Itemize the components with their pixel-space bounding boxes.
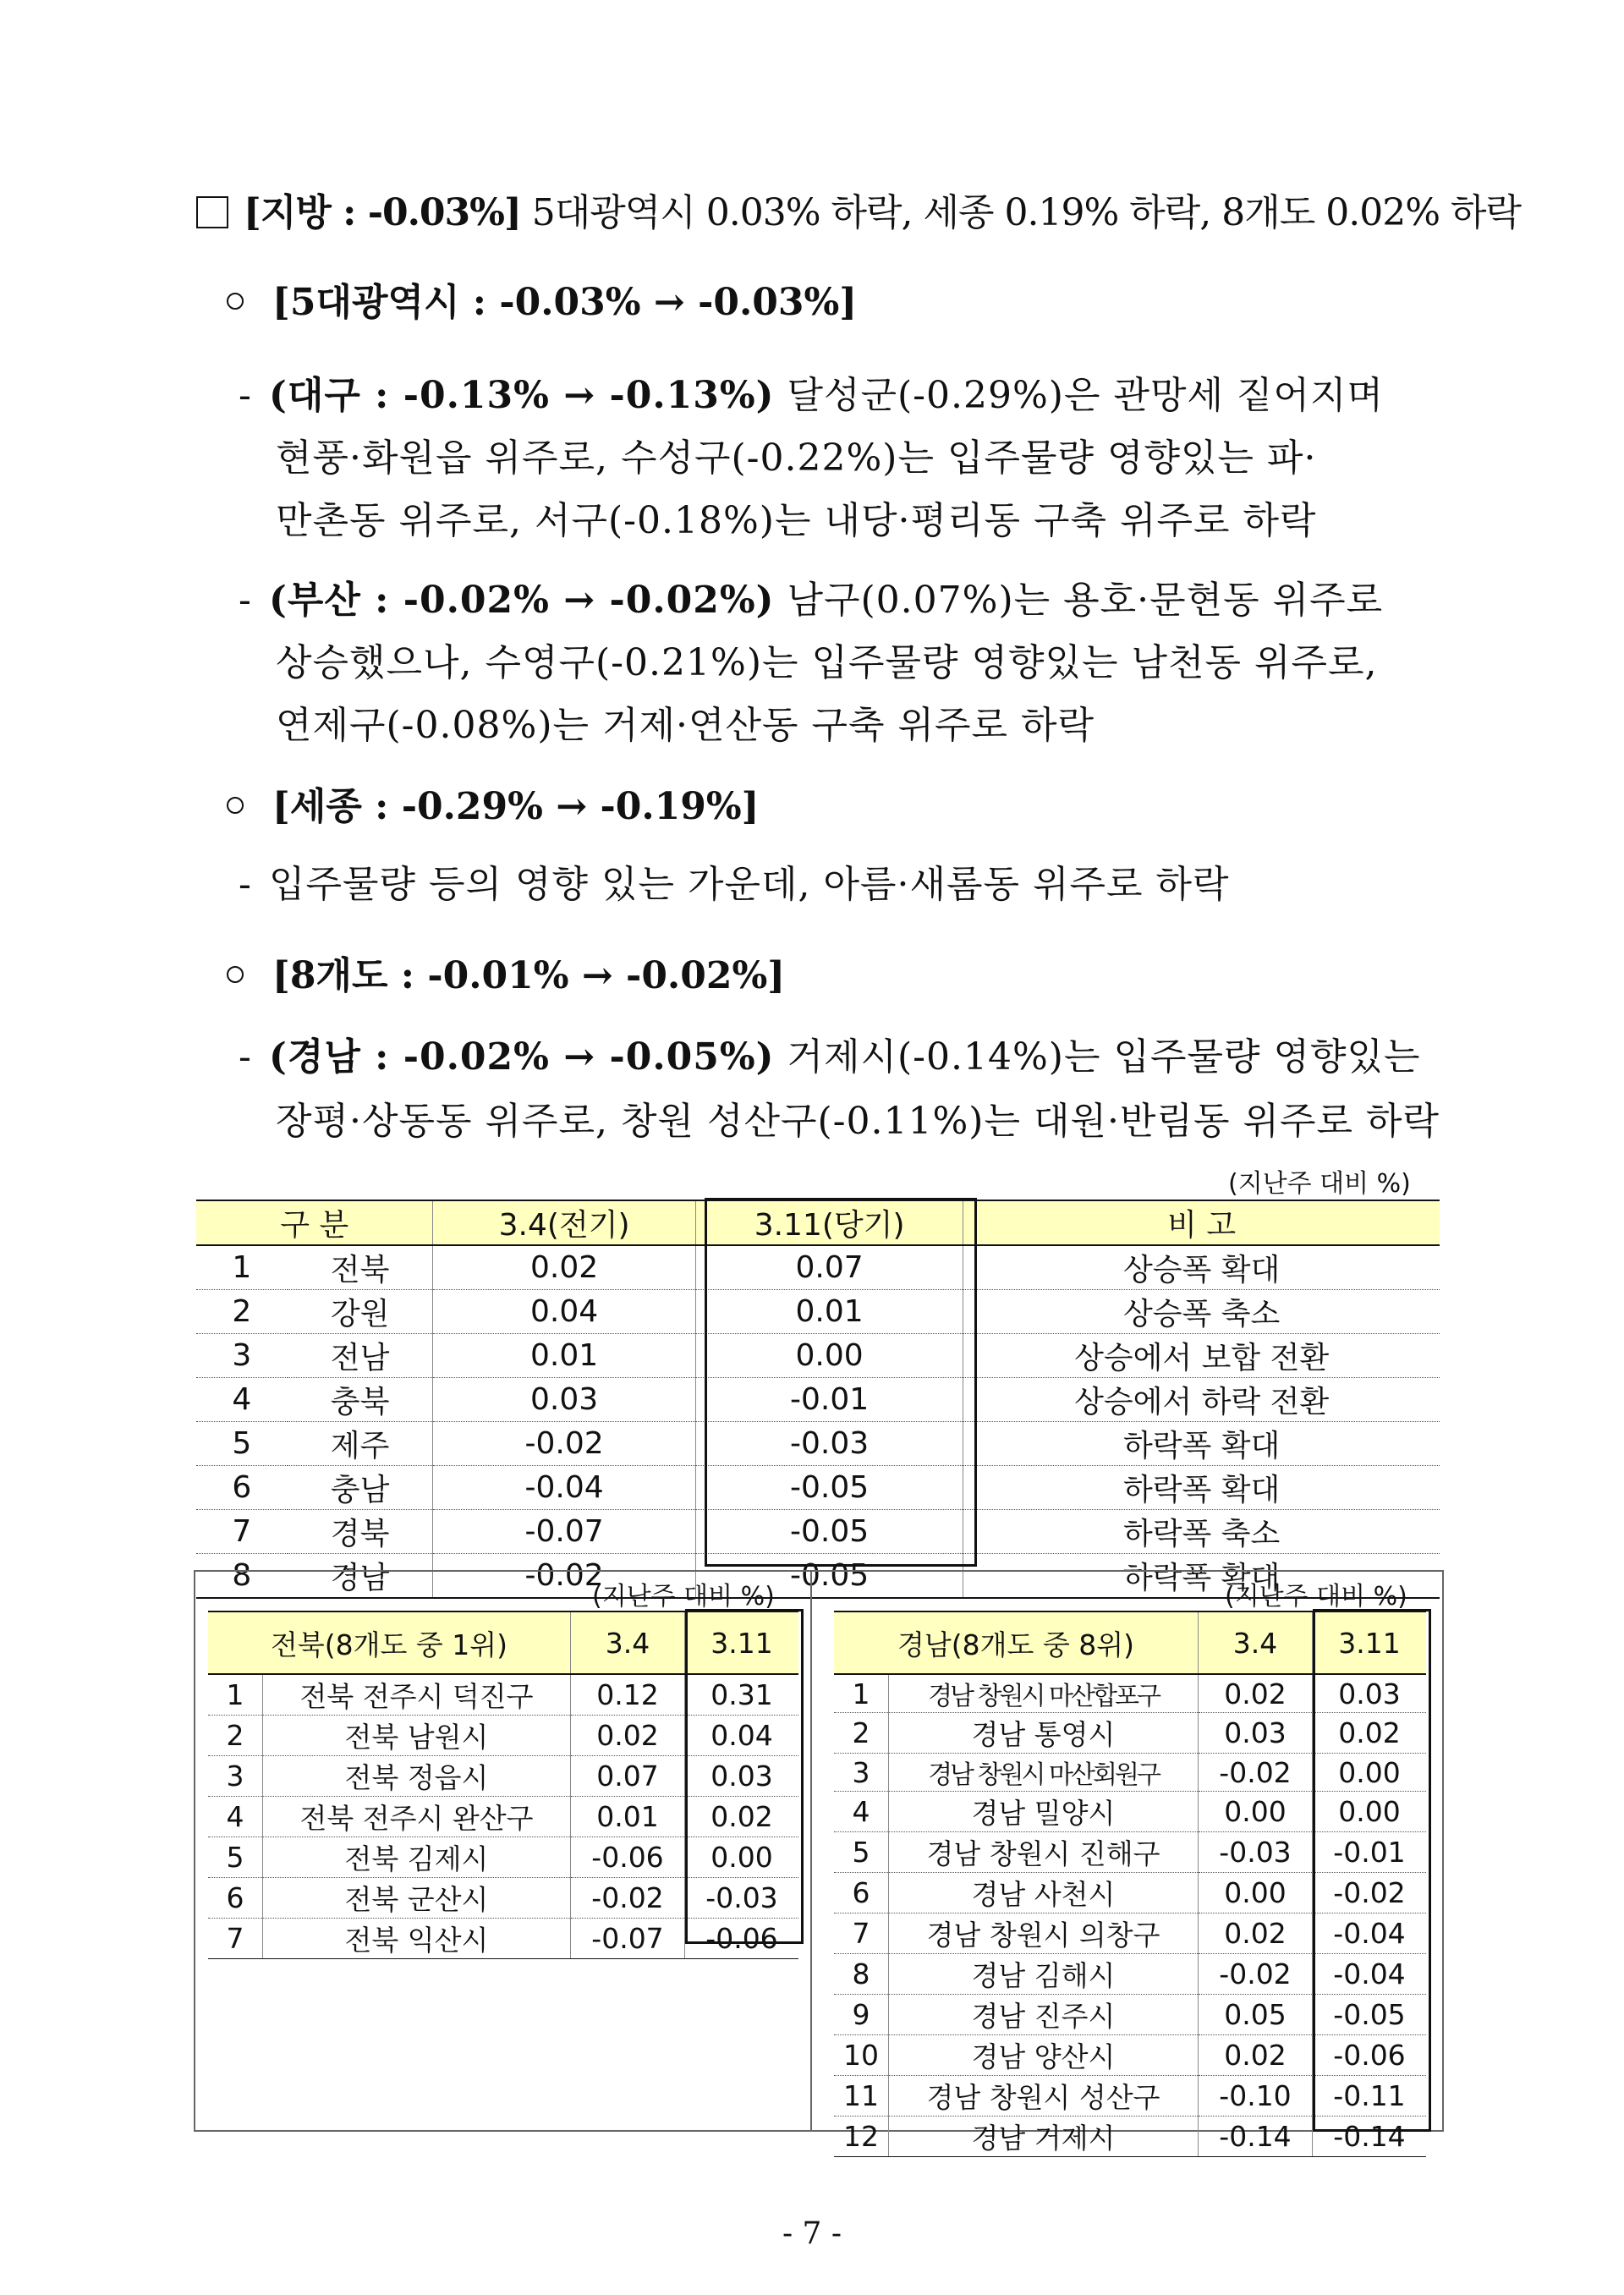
cell-name: 경남 사천시 (889, 1873, 1199, 1913)
cell-remark: 하락폭 확대 (963, 1466, 1440, 1510)
cell-name: 경남 양산시 (889, 2035, 1199, 2076)
cell-no: 4 (834, 1792, 889, 1832)
table-row (196, 1334, 1440, 1378)
cell-prev: -0.07 (571, 1919, 685, 1959)
table-row (208, 1716, 798, 1756)
cell-name: 경남 (288, 1554, 433, 1599)
table-row (834, 1754, 1426, 1792)
table-row (208, 1878, 798, 1919)
cell-no: 7 (834, 1913, 889, 1954)
cell-prev: 0.05 (1199, 1995, 1313, 2035)
table-row (208, 1837, 798, 1878)
cell-no: 3 (834, 1754, 889, 1792)
cell-prev: -0.02 (571, 1878, 685, 1919)
table-row (196, 1510, 1440, 1554)
cell-prev: -0.14 (1199, 2117, 1313, 2157)
cell-cur: -0.11 (1313, 2076, 1427, 2117)
cell-name: 전북 익산시 (263, 1919, 571, 1959)
cell-remark: 하락폭 축소 (963, 1510, 1440, 1554)
cell-no: 7 (196, 1510, 288, 1554)
metro-subheading: [5대광역시 : -0.03% → -0.03%] (227, 277, 857, 328)
cell-cur: -0.04 (1313, 1913, 1427, 1954)
heading-bold: [지방 : -0.03%] (244, 191, 521, 234)
cell-cur: 0.04 (685, 1716, 799, 1756)
cell-no: 3 (196, 1334, 288, 1378)
cell-prev: -0.02 (1199, 1954, 1313, 1995)
table-row (834, 2076, 1426, 2117)
daegu-line-1: - (대구 : -0.13% → -0.13%) 달성군(-0.29%)은 관망세 짙어지며 (239, 374, 1384, 417)
cell-no: 1 (834, 1674, 889, 1713)
cell-name: 경남 창원시 진해구 (889, 1832, 1199, 1873)
cell-prev: 0.04 (433, 1290, 695, 1334)
cell-name: 전북 군산시 (263, 1878, 571, 1919)
sejong-subheading: [세종 : -0.29% → -0.19%] (227, 782, 760, 832)
cell-prev: -0.02 (1199, 1754, 1313, 1792)
table-row (834, 1792, 1426, 1832)
cell-name: 경남 밀양시 (889, 1792, 1199, 1832)
cell-cur: -0.02 (1313, 1873, 1427, 1913)
cell-no: 6 (834, 1873, 889, 1913)
cell-no: 12 (834, 2117, 889, 2157)
header-prev: 3.4(전기) (433, 1200, 695, 1245)
cell-name: 제주 (288, 1422, 433, 1466)
cell-no: 10 (834, 2035, 889, 2076)
cell-cur: -0.03 (695, 1422, 963, 1466)
cell-cur: -0.14 (1313, 2117, 1427, 2157)
cell-cur: -0.01 (1313, 1832, 1427, 1873)
cell-no: 8 (834, 1954, 889, 1995)
cell-name: 경남 창원시 마산회원구 (889, 1754, 1199, 1792)
cell-cur: -0.05 (695, 1466, 963, 1510)
table-row (834, 1954, 1426, 1995)
cell-name: 경남 진주시 (889, 1995, 1199, 2035)
table-row (196, 1466, 1440, 1510)
cell-prev: 0.02 (1199, 1913, 1313, 1954)
busan-line-2: 상승했으나, 수영구(-0.21%)는 입주물량 영향있는 남천동 위주로, (276, 641, 1378, 684)
main-table-unit: (지난주 대비 %) (1228, 1169, 1411, 1199)
cell-no: 9 (834, 1995, 889, 2035)
jeonbuk-table (208, 1611, 798, 1959)
cell-name: 충남 (288, 1466, 433, 1510)
cell-prev: -0.02 (433, 1554, 695, 1599)
cell-no: 6 (208, 1878, 263, 1919)
daegu-line-3: 만촌동 위주로, 서구(-0.18%)는 내당·평리동 구축 위주로 하락 (276, 499, 1317, 542)
cell-cur: 0.31 (685, 1674, 799, 1716)
cell-prev: 0.02 (433, 1245, 695, 1290)
cell-prev: 0.03 (1199, 1713, 1313, 1754)
cell-name: 전북 전주시 덕진구 (263, 1674, 571, 1716)
cell-prev: 0.00 (1199, 1792, 1313, 1832)
cell-no: 7 (208, 1919, 263, 1959)
cell-prev: 0.07 (571, 1756, 685, 1797)
cell-cur: 0.01 (695, 1290, 963, 1334)
cell-prev: -0.06 (571, 1837, 685, 1878)
gyeongnam-table (834, 1611, 1426, 2157)
cell-cur: 0.02 (1313, 1713, 1427, 1754)
table-row (196, 1422, 1440, 1466)
cell-prev: -0.07 (433, 1510, 695, 1554)
sub-tables-divider (810, 1570, 812, 2132)
cell-cur: -0.03 (685, 1878, 799, 1919)
cell-name: 전북 전주시 완산구 (263, 1797, 571, 1837)
header-cur: 3.11(당기) (695, 1200, 963, 1245)
table-row (834, 1713, 1426, 1754)
circle-bullet-icon (227, 293, 244, 310)
page-number: - 7 - (782, 2216, 842, 2251)
cell-prev: 0.03 (433, 1378, 695, 1422)
cell-cur: -0.06 (1313, 2035, 1427, 2076)
cell-name: 경남 거제시 (889, 2117, 1199, 2157)
busan-line-3: 연제구(-0.08%)는 거제·연산동 구축 위주로 하락 (276, 704, 1095, 747)
cell-no: 6 (196, 1466, 288, 1510)
left-table-unit: (지난주 대비 %) (592, 1582, 775, 1611)
cell-name: 전북 (288, 1245, 433, 1290)
cell-name: 충북 (288, 1378, 433, 1422)
cell-name: 전북 정읍시 (263, 1756, 571, 1797)
cell-no: 2 (208, 1716, 263, 1756)
cell-cur: 0.03 (685, 1756, 799, 1797)
cell-name: 전남 (288, 1334, 433, 1378)
cell-prev: -0.02 (433, 1422, 695, 1466)
cell-no: 5 (208, 1837, 263, 1878)
busan-line-1: - (부산 : -0.02% → -0.02%) 남구(0.07%)는 용호·문현동 위주로 (239, 579, 1384, 622)
table-row (208, 1919, 798, 1959)
table-row (834, 1674, 1426, 1713)
cell-remark: 상승폭 확대 (963, 1245, 1440, 1290)
cell-name: 전북 김제시 (263, 1837, 571, 1878)
cell-cur: 0.00 (1313, 1792, 1427, 1832)
table-row (834, 1913, 1426, 1954)
cell-no: 1 (208, 1674, 263, 1716)
cell-prev: 0.01 (571, 1797, 685, 1837)
table-row (834, 2117, 1426, 2157)
cell-prev: 0.02 (571, 1716, 685, 1756)
cell-cur: 0.00 (685, 1837, 799, 1878)
regional-change-table (196, 1200, 1440, 1599)
cell-cur: -0.06 (685, 1919, 799, 1959)
right-header-cur: 3.11 (1313, 1611, 1427, 1674)
cell-no: 11 (834, 2076, 889, 2117)
cell-prev: -0.10 (1199, 2076, 1313, 2117)
cell-name: 경남 창원시 의창구 (889, 1913, 1199, 1954)
cell-prev: -0.04 (433, 1466, 695, 1510)
cell-name: 경북 (288, 1510, 433, 1554)
table-row (196, 1378, 1440, 1422)
cell-cur: -0.04 (1313, 1954, 1427, 1995)
cell-no: 4 (208, 1797, 263, 1837)
daegu-line-2: 현풍·화원읍 위주로, 수성구(-0.22%)는 입주물량 영향있는 파· (276, 436, 1317, 480)
header-remark: 비 고 (963, 1200, 1440, 1245)
gyeongnam-line-1: - (경남 : -0.02% → -0.05%) 거제시(-0.14%)는 입주물량 영향있는 (239, 1035, 1421, 1079)
cell-remark: 하락폭 확대 (963, 1554, 1440, 1599)
cell-remark: 하락폭 확대 (963, 1422, 1440, 1466)
cell-cur: 0.00 (1313, 1754, 1427, 1792)
cell-remark: 상승폭 축소 (963, 1290, 1440, 1334)
right-table-unit: (지난주 대비 %) (1225, 1582, 1407, 1611)
cell-no: 8 (196, 1554, 288, 1599)
cell-cur: 0.02 (685, 1797, 799, 1837)
cell-prev: 0.00 (1199, 1873, 1313, 1913)
table-row (208, 1674, 798, 1716)
cell-cur: -0.05 (695, 1554, 963, 1599)
cell-prev: 0.01 (433, 1334, 695, 1378)
cell-name: 전북 남원시 (263, 1716, 571, 1756)
header-category: 구 분 (196, 1200, 433, 1245)
cell-no: 5 (834, 1832, 889, 1873)
circle-bullet-icon (227, 966, 244, 983)
cell-cur: -0.05 (1313, 1995, 1427, 2035)
table-row (834, 1995, 1426, 2035)
cell-cur: 0.03 (1313, 1674, 1427, 1713)
right-header-title: 경남(8개도 중 8위) (834, 1611, 1199, 1674)
cell-name: 경남 김해시 (889, 1954, 1199, 1995)
table-row (208, 1797, 798, 1837)
table-row (834, 1832, 1426, 1873)
sejong-line-1: - 입주물량 등의 영향 있는 가운데, 아름·새롬동 위주로 하락 (239, 863, 1230, 906)
left-header-title: 전북(8개도 중 1위) (208, 1611, 571, 1674)
cell-prev: 0.02 (1199, 1674, 1313, 1713)
provinces-subheading: [8개도 : -0.01% → -0.02%] (227, 951, 785, 1002)
cell-name: 경남 창원시 성산구 (889, 2076, 1199, 2117)
cell-no: 1 (196, 1245, 288, 1290)
table-row (208, 1756, 798, 1797)
left-header-cur: 3.11 (685, 1611, 799, 1674)
cell-no: 3 (208, 1756, 263, 1797)
cell-cur: 0.00 (695, 1334, 963, 1378)
cell-cur: -0.05 (695, 1510, 963, 1554)
checkbox-square-icon (196, 196, 228, 228)
cell-cur: -0.01 (695, 1378, 963, 1422)
cell-remark: 상승에서 보합 전환 (963, 1334, 1440, 1378)
cell-remark: 상승에서 하락 전환 (963, 1378, 1440, 1422)
cell-no: 2 (196, 1290, 288, 1334)
table-row (834, 2035, 1426, 2076)
cell-no: 2 (834, 1713, 889, 1754)
cell-prev: -0.03 (1199, 1832, 1313, 1873)
cell-name: 경남 통영시 (889, 1713, 1199, 1754)
cell-name: 경남 창원시 마산합포구 (889, 1674, 1199, 1713)
cell-prev: 0.12 (571, 1674, 685, 1716)
table-row (834, 1873, 1426, 1913)
section-heading (196, 188, 1521, 239)
cell-cur: 0.07 (695, 1245, 963, 1290)
table-row (196, 1245, 1440, 1290)
heading-rest: 5대광역시 0.03% 하락, 세종 0.19% 하락, 8개도 0.02% 하락 (520, 191, 1521, 234)
cell-no: 5 (196, 1422, 288, 1466)
cell-prev: 0.02 (1199, 2035, 1313, 2076)
circle-bullet-icon (227, 797, 244, 814)
gyeongnam-line-2: 장평·상동동 위주로, 창원 성산구(-0.11%)는 대원·반림동 위주로 하락 (276, 1100, 1440, 1143)
left-header-prev: 3.4 (571, 1611, 685, 1674)
table-row (196, 1290, 1440, 1334)
cell-name: 강원 (288, 1290, 433, 1334)
right-header-prev: 3.4 (1199, 1611, 1313, 1674)
cell-no: 4 (196, 1378, 288, 1422)
